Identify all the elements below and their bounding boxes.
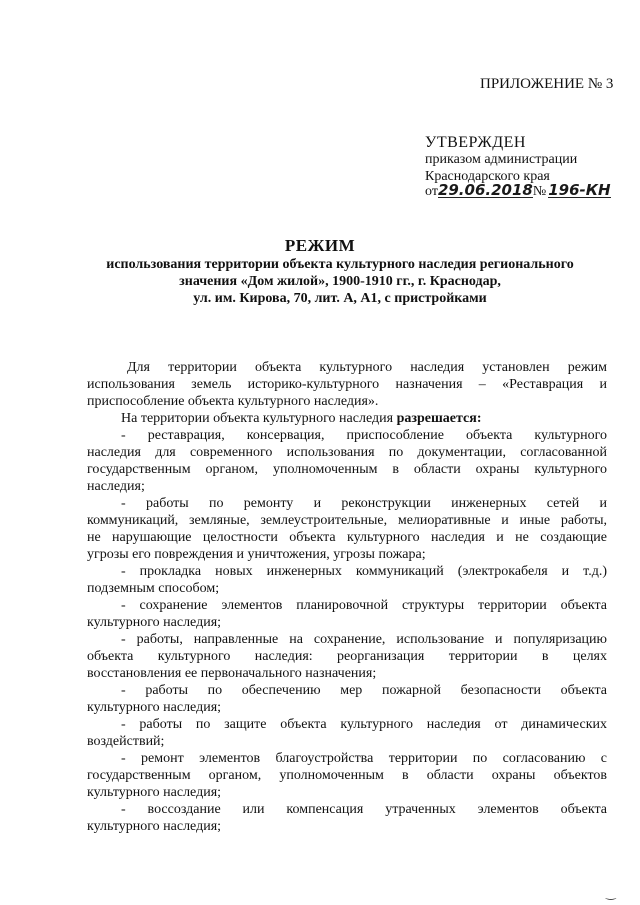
permitted-keyword: разрешается:: [396, 411, 482, 426]
permitted-heading: [87, 410, 607, 427]
body-line: угрозы его повреждения и уничтожения, угрозы пожара;: [87, 547, 426, 562]
title-line-1: использования территории объекта культурного наследия регионального: [106, 257, 574, 272]
title-line-3: ул. им. Кирова, 70, лит. А, А1, с пристройками: [193, 291, 487, 306]
document-body: [87, 359, 607, 835]
body-line: коммуникаций, земляные, землеустроительные, мелиоративные и иные работы,: [87, 513, 607, 528]
approved-by-line-1: приказом администрации: [425, 152, 578, 167]
handwritten-order-number: 196-КН: [548, 181, 611, 199]
list-item: - реставрация, консервация, приспособление объекта культурного: [121, 428, 607, 443]
body-line: культурного наследия;: [87, 615, 222, 630]
body-line: использования земель историко-культурного назначения – «Реставрация и: [87, 377, 607, 392]
document-title: РЕЖИМ: [284, 236, 356, 255]
number-label: №: [532, 184, 547, 199]
from-label: от: [425, 184, 438, 199]
body-line: воздействий;: [87, 734, 165, 749]
body-line: приспособление объекта культурного наследия».: [87, 394, 379, 409]
order-date-number-line: [425, 181, 611, 200]
body-line: наследия для современного использования по документации, согласованной: [87, 445, 607, 460]
body-line: культурного наследия;: [87, 819, 222, 834]
appendix-label: ПРИЛОЖЕНИЕ № 3: [480, 76, 614, 92]
approved-heading: УТВЕРЖДЕН: [425, 134, 526, 151]
list-item: - работы, направленные на сохранение, использование и популяризацию: [121, 632, 607, 647]
list-item: - работы по обеспечению мер пожарной безопасности объекта: [121, 683, 607, 698]
approved-by-line-2: Краснодарского края: [425, 169, 550, 184]
list-item: - ремонт элементов благоустройства территории по согласованию с: [121, 751, 607, 766]
body-line: наследия;: [87, 479, 145, 494]
permitted-heading-text: На территории объекта культурного наследия: [121, 411, 397, 426]
body-line: культурного наследия;: [87, 785, 222, 800]
body-line: государственным органом, уполномоченным в области охраны объектов: [87, 768, 607, 783]
body-line: объекта культурного наследия: реорганизация территории в целях: [87, 649, 607, 664]
list-item: - работы по ремонту и реконструкции инженерных сетей и: [121, 496, 607, 511]
list-item: - сохранение элементов планировочной структуры территории объекта: [121, 598, 607, 613]
body-line: государственным органом, уполномоченным в области охраны культурного: [87, 462, 607, 477]
list-item: - воссоздание или компенсация утраченных элементов объекта: [121, 802, 607, 817]
body-line: подземным способом;: [87, 581, 220, 596]
list-item: - прокладка новых инженерных коммуникаций (электрокабеля и т.д.): [121, 564, 607, 579]
scan-mark: ‿: [606, 886, 616, 900]
body-line: не нарушающие целостности объекта культурного наследия и не создающие: [87, 530, 607, 545]
body-line: культурного наследия;: [87, 700, 222, 715]
body-line: Для территории объекта культурного наследия установлен режим: [127, 360, 607, 375]
title-line-2: значения «Дом жилой», 1900-1910 гг., г. Краснодар,: [179, 274, 501, 289]
handwritten-date: 29.06.2018: [437, 181, 533, 199]
list-item: - работы по защите объекта культурного наследия от динамических: [121, 717, 607, 732]
body-line: восстановления ее первоначального назначения;: [87, 666, 377, 681]
